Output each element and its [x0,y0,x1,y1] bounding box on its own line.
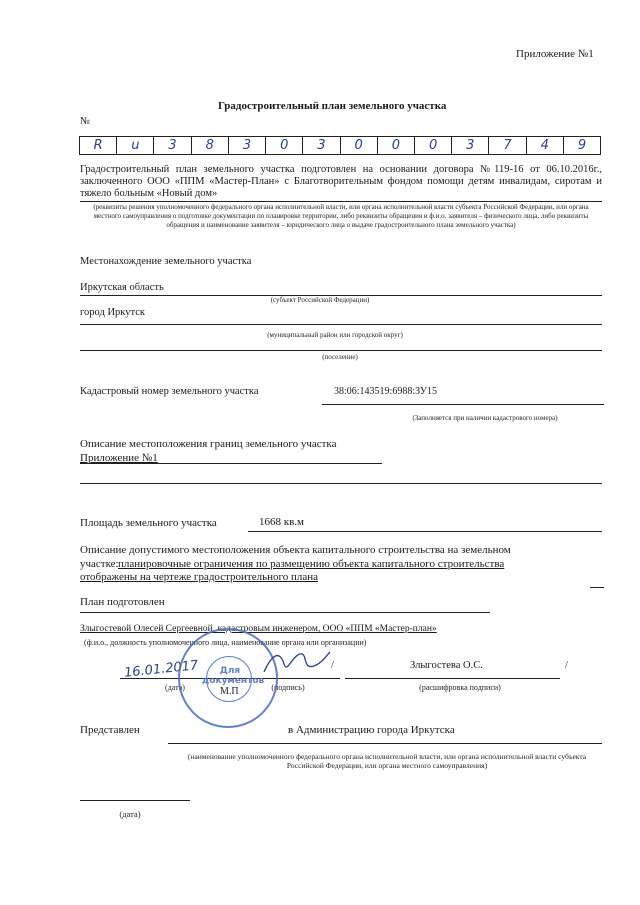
decode-caption: (расшифровка подписи) [419,683,501,692]
submitted-underline [168,743,602,744]
permitted-value-line1: планировочные ограничения по размещению объекта капитального строительства [118,558,505,570]
boundaries-underline [80,463,382,464]
submitted-caption: (наименование уполномоченного федерального органа исполнительной власти, или органа исполнительной власти субъекта Российской Федерации, или органа местного самоуправления) [187,752,587,770]
slash-1: / [331,660,334,671]
appendix-label: Приложение №1 [516,48,594,60]
decoded-name: Злыгостева О.С. [410,660,483,671]
permitted-tail [590,587,604,588]
city-underline [80,324,602,325]
plan-number-cell: 0 [415,137,452,154]
prepared-label: План подготовлен [80,596,165,608]
submitted-to: в Администрацию города Иркутска [288,724,455,736]
region-caption: (субъект Российской Федерации) [270,296,370,304]
location-label: Местонахождение земельного участка [80,256,252,267]
number-label: № [80,116,91,127]
plan-number-cell: 9 [577,138,587,153]
plan-number-cell: 8 [192,137,229,154]
area-underline [248,531,602,532]
cadastral-caption: (Заполняется при наличии кадастрового номера) [412,414,558,422]
boundaries-underline-2 [80,483,602,484]
city-caption: (муниципальный район или городской округ) [267,331,403,339]
prepared-by: Злыгостевой Олесей Сергеевной, кадастровым инженером, ООО «ППМ «Мастер-план» [80,624,437,634]
plan-number-cell: 0 [266,137,303,154]
plan-number-cell: 3 [303,137,340,154]
plan-number-cell: 3 [154,137,191,154]
settlement-caption: (поселение) [322,353,358,361]
date-caption: (дата) [165,683,185,692]
permitted-label: Описание допустимого местоположения объекта капитального строительства на земельном [80,544,511,556]
basis-caption: (реквизиты решения уполномоченного федерального органа исполнительной власти, или органа исполнительной власти субъекта Российской Федерации, или органа местного самоуправления о подготовке документации по планировке территории, либо реквизиты обращения и ф.и.о. заявителя – физического лица, либо реквизиты обращения и наименование заявителя – юридического лица о выдаче градостроительного плана земельного участка) [93,203,589,229]
final-date-line [80,800,190,801]
cadastral-value: 38:06:143519:6988:ЗУ15 [334,386,437,397]
stamp-center-text: Для документов [202,666,265,686]
final-date-caption: (дата) [119,809,141,819]
settlement-underline [80,350,602,351]
cadastral-underline [322,404,604,405]
signature-scribble [262,646,332,680]
area-value: 1668 кв.м [259,516,304,528]
plan-number-cell: 7 [489,137,526,154]
decoded-name-line [345,678,560,679]
submitted-label: Представлен [80,724,140,736]
plan-number-cell: 0 [341,137,378,154]
permitted-value-line2: отображены на чертеже градостроительного плана [80,571,318,583]
plan-number-cell: R [80,137,117,154]
basis-text: Градостроительный план земельного участка подготовлен на основании договора №119-16 от 06.10.2016г., заключенного ООО «ППМ «Мастер-План» с Благотворительным фондом помощи детям инвалидам, сиротам и тяжело больным «Новый дом» [80,164,602,199]
plan-number-grid [79,136,601,155]
boundaries-value: Приложение №1 [80,452,158,464]
prepared-by-caption: (ф.и.о., должность уполномоченного лица, наименование органа или организации) [84,638,367,647]
plan-number-cell: 4 [527,137,564,154]
plan-number-cell: 3 [229,137,266,154]
signature-caption: (подпись) [271,683,305,692]
document-title: Градостроительный план земельного участка [218,100,447,112]
plan-number-cell: 0 [378,137,415,154]
stamp-place-caption: М.П [220,686,239,697]
slash-2: / [565,660,568,671]
permitted-prefix: участке: [80,558,119,570]
basis-underline [80,201,602,202]
cadastral-label: Кадастровый номер земельного участка [80,386,259,397]
region-value: Иркутская область [80,282,164,293]
area-label: Площадь земельного участка [80,517,217,529]
date-handwritten: 16.01.2017 [123,658,200,681]
city-value: город Иркутск [80,307,145,318]
plan-number-cell: u [117,137,154,154]
boundaries-label: Описание местоположения границ земельного участка [80,438,337,450]
prepared-underline [80,612,490,613]
plan-number-cell: 3 [452,137,489,154]
